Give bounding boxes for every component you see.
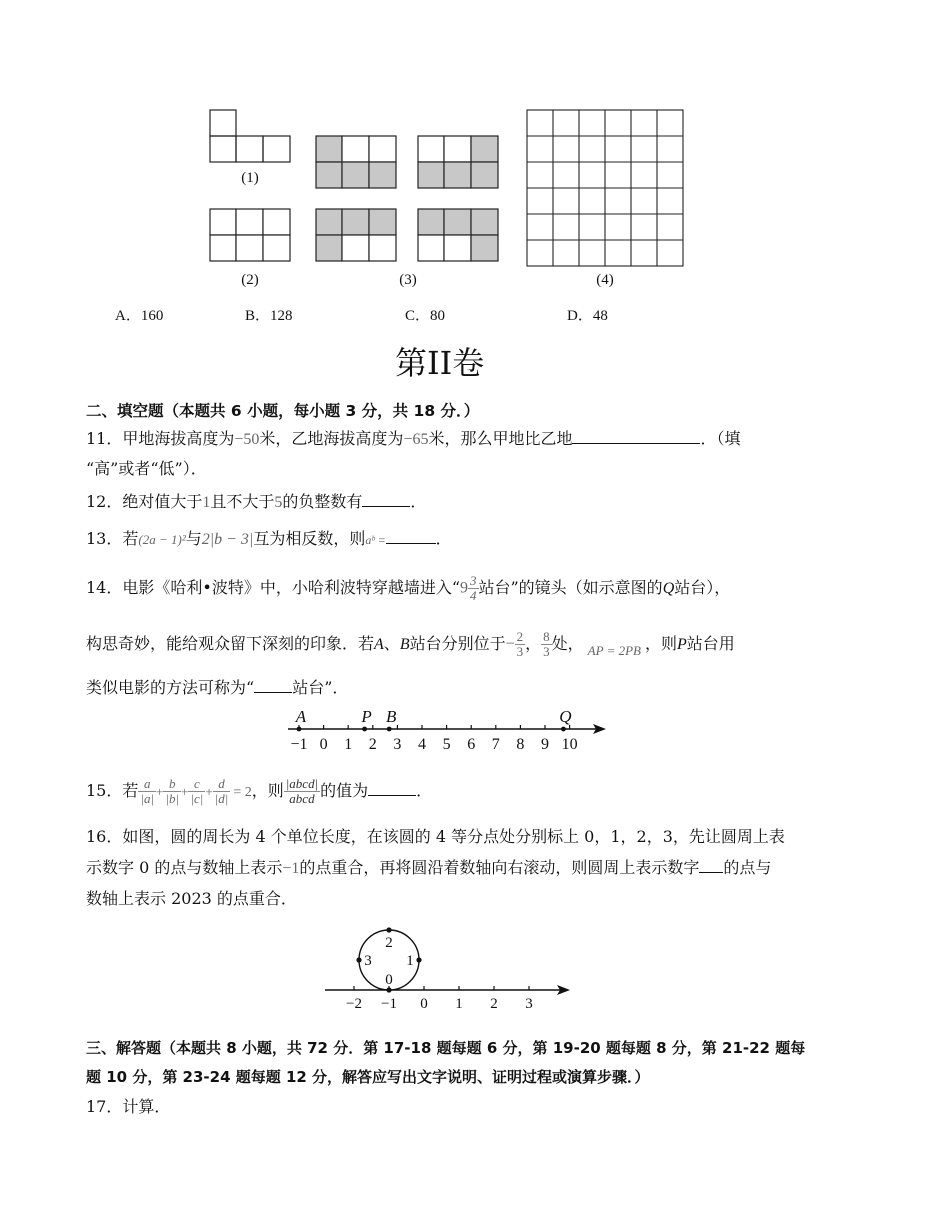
q14-axis-tick-label: 8	[516, 736, 525, 753]
q11-answer-blank[interactable]	[572, 428, 700, 444]
q15-line: 15．若 $\frac{a}{|a|}$ + $\frac{b}{|b|}$ + $\frac{c}{|c|}$ + $\frac{d}{|d|}$ = 2，则 $\frac{\text{|abcd|}}{\text{abcd}}$ 的值为 ．	[86, 776, 433, 806]
q13-expr3: aᵇ =	[365, 533, 386, 547]
q11-value2: −65	[403, 431, 429, 448]
figure-caption-1: (1)	[241, 170, 259, 186]
figure-caption-4: (4)	[596, 272, 614, 288]
fig1-cell	[263, 136, 290, 162]
q16-line3: 数轴上表示 2023 的点重合．	[86, 889, 297, 908]
q13-answer-blank[interactable]	[386, 528, 436, 544]
q14-point-label: P	[361, 707, 372, 726]
q14-number-line	[280, 702, 620, 758]
circle-label-0: 0	[385, 972, 393, 988]
q14-axis-tick-label: 7	[491, 736, 500, 753]
q14-fraction-neg: $\frac{2}{3}$	[516, 629, 524, 659]
q14-axis-tick-label: 0	[319, 736, 328, 753]
q13-expr1: (2a − 1)²	[138, 532, 186, 547]
section3-heading-line2: 题 10 分，第 23-24 题每题 12 分，解答应写出文字说明、证明过程或演算步骤．）	[86, 1068, 650, 1086]
q15-term-b: $\frac{b}{|b|}$	[165, 776, 180, 806]
circle-point-2	[386, 927, 391, 932]
q16-axis-tick-label: 2	[490, 996, 498, 1012]
q15-term-a: $\frac{a}{|a|}$	[140, 776, 155, 806]
q16-axis-tick-label: 1	[455, 996, 463, 1012]
section2-heading: 二、填空题（本题共 6 小题，每小题 3 分，共 18 分．）	[86, 402, 480, 420]
q16-axis-tick-label: −1	[381, 996, 397, 1012]
q14-point-p	[362, 727, 367, 732]
q15-target-fraction: $\frac{\text{|abcd|}}{\text{abcd}}$	[285, 776, 319, 806]
q12-answer-blank[interactable]	[362, 491, 410, 507]
q14-point-q	[561, 727, 566, 732]
q15-term-d: $\frac{d}{|d|}$	[214, 776, 229, 806]
q13-expr2: 2|b − 3|	[201, 531, 254, 548]
q14-point-label: B	[386, 707, 397, 726]
q14-axis-tick-label: 1	[344, 736, 353, 753]
q14-axis-tick-label: 5	[442, 736, 451, 753]
q16-answer-blank[interactable]	[699, 857, 723, 873]
grid-figures	[0, 100, 950, 275]
q11-line1: 11．甲地海拔高度为−50米，乙地海拔高度为−65米，那么甲地比乙地 ．（填	[86, 429, 741, 448]
section3-heading-line1: 三、解答题（本题共 8 小题，共 72 分．第 17-18 题每题 6 分，第 19-20 题每题 8 分，第 21-22 题每	[86, 1039, 806, 1057]
circle-point-3	[356, 957, 361, 962]
q16-axis-tick-label: 3	[525, 996, 533, 1012]
option-c[interactable]: C．80	[405, 308, 446, 324]
fig1-cell	[210, 136, 236, 162]
q17-line: 17．计算．	[86, 1097, 171, 1116]
q16-circle-figure	[320, 920, 580, 1014]
q11-line2: “高”或者“低”）．	[86, 459, 207, 478]
q14-point-a	[297, 727, 302, 732]
q14-point-b	[387, 727, 392, 732]
volume-title: 第II卷	[395, 344, 485, 382]
q12-line: 12．绝对值大于1且不大于5的负整数有 ．	[86, 492, 427, 511]
q14-axis-tick-label: −1	[290, 736, 308, 753]
q14-axis-tick-label: 3	[393, 736, 402, 753]
q14-point-label: A	[295, 707, 307, 726]
q14-answer-blank[interactable]	[254, 677, 292, 693]
q14-line1: 14．电影《哈利•波特》中，小哈利波特穿越墙进入“9 $\frac{3}{4}$ 站台”的镜头（如示意图的Q站台），	[86, 573, 731, 603]
q14-mixed-fraction: $\frac{3}{4}$	[470, 573, 477, 603]
option-b[interactable]: B．128	[245, 308, 293, 324]
q14-axis-tick-label: 9	[541, 736, 549, 753]
q16-axis-tick-label: −2	[346, 996, 362, 1012]
q14-point-label: Q	[559, 707, 572, 726]
figure-caption-3: (3)	[399, 272, 417, 288]
q13-line: 13．若(2a − 1)²与2|b − 3|互为相反数，则aᵇ = ．	[86, 529, 452, 548]
q14-axis-tick-label: 4	[418, 736, 426, 753]
q16-line1: 16．如图，圆的周长为 4 个单位长度，在该圆的 4 等分点处分别标上 0，1，2，3，先让圆周上表	[86, 827, 785, 846]
circle-label-1: 1	[406, 953, 414, 969]
q15-term-c: $\frac{c}{|c|}$	[190, 776, 204, 806]
q14-axis-tick-label: 2	[368, 736, 377, 753]
q14-fraction-pos: $\frac{8}{3}$	[543, 629, 550, 659]
circle-label-2: 2	[385, 935, 393, 951]
q14-line3: 类似电影的方法可称为“ 站台”．	[86, 678, 349, 697]
q16-line2: 示数字 0 的点与数轴上表示−1的点重合，再将圆沿着数轴向右滚动，则圆周上表示数字 的点与	[86, 858, 772, 877]
fig4-grid	[527, 110, 683, 266]
fig1-cell	[236, 136, 263, 162]
q11-value1: −50	[234, 431, 260, 448]
q16-axis-tick-label: 0	[420, 996, 428, 1012]
q14-relation: AP = 2PB	[587, 643, 641, 658]
figure-caption-2: (2)	[241, 272, 259, 288]
fig1-cell	[210, 110, 236, 136]
circle-point-1	[416, 957, 421, 962]
q14-axis-tick-label: 10	[561, 736, 578, 753]
option-a[interactable]: A．160	[115, 308, 164, 324]
q14-axis-tick-label: 6	[467, 736, 476, 753]
circle-label-3: 3	[364, 953, 372, 969]
q15-answer-blank[interactable]	[368, 780, 416, 796]
q14-line2: 构思奇妙，能给观众留下深刻的印象．若A、B站台分别位于− $\frac{2}{3}$ ， $\frac{8}{3}$ 处， $_{AP = 2PB}$ ，则P站台用	[86, 629, 735, 659]
option-d[interactable]: D．48	[567, 308, 608, 324]
